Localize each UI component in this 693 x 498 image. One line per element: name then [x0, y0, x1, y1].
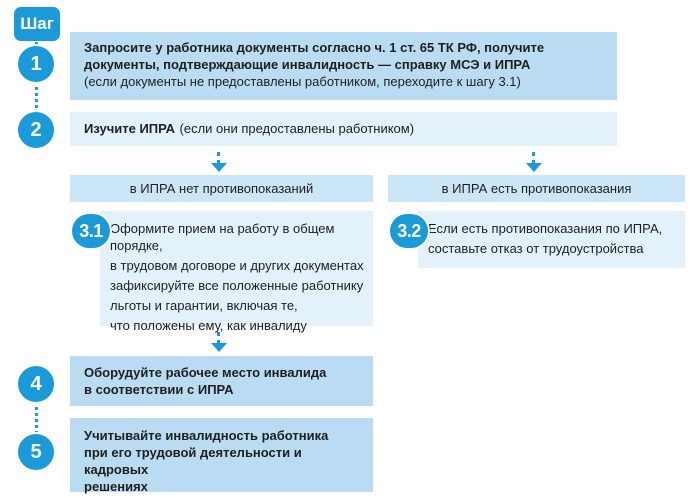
step-1-box	[70, 32, 617, 100]
step-2-main-text: Изучите ИПРА	[84, 121, 176, 136]
branch-left-box	[70, 175, 373, 202]
step-1-note: (если документы не предоставлены работником, переходите к шагу 3.1)	[84, 74, 521, 89]
step-4-box	[70, 356, 373, 406]
arrow-down-right	[524, 152, 544, 174]
step-4-line: Оборудуйте рабочее место инвалида	[84, 365, 327, 380]
step-header-badge: Шаг	[14, 7, 60, 41]
arrow-down-center	[209, 332, 229, 354]
step-3-2-line: Если есть противопоказания по ИПРА,	[428, 221, 663, 236]
step-3-2-line: составьте отказ от трудоустройства	[428, 241, 644, 256]
step-2-box	[70, 112, 617, 146]
branch-right-box	[388, 175, 685, 202]
step-3-1-box	[100, 211, 373, 333]
step-4-line: в соответствии с ИПРА	[84, 382, 234, 397]
branch-right-label: в ИПРА есть противопоказания	[441, 181, 632, 196]
step-3-2-box	[418, 211, 685, 268]
step-3-1-line: зафиксируйте все положенные работнику	[110, 278, 364, 293]
connector-1-2b	[35, 80, 38, 114]
step-5-line: при его трудовой деятельности и кадровых	[84, 445, 302, 477]
step-2-number: 2	[18, 112, 54, 148]
step-3-1-line: Оформите прием на работу в общем порядке,	[110, 221, 335, 253]
step-3-2-number: 3.2	[390, 214, 428, 248]
step-5-line: Учитывайте инвалидность работника	[84, 428, 329, 443]
step-1-main-text: Запросите у работника документы согласно ч. 1 ст. 65 ТК РФ, получите документы, подтверждающие инвалидность — справку МСЭ и ИПРА	[84, 40, 545, 72]
step-5-line: решениях	[84, 479, 148, 494]
step-5-number: 5	[18, 434, 54, 470]
step-3-1-line: льготы и гарантии, включая те,	[110, 298, 298, 313]
step-2-note: (если они предоставлены работником)	[179, 121, 415, 136]
step-5-box	[70, 418, 373, 492]
step-3-1-line: что положены ему, как инвалиду	[110, 318, 307, 333]
step-3-1-line: в трудовом договоре и других документах	[110, 258, 364, 273]
branch-left-label: в ИПРА нет противопоказаний	[129, 181, 314, 196]
step-1-number: 1	[18, 46, 54, 82]
step-4-number: 4	[18, 366, 54, 402]
step-3-1-number: 3.1	[72, 214, 110, 248]
arrow-down-left	[209, 152, 229, 174]
